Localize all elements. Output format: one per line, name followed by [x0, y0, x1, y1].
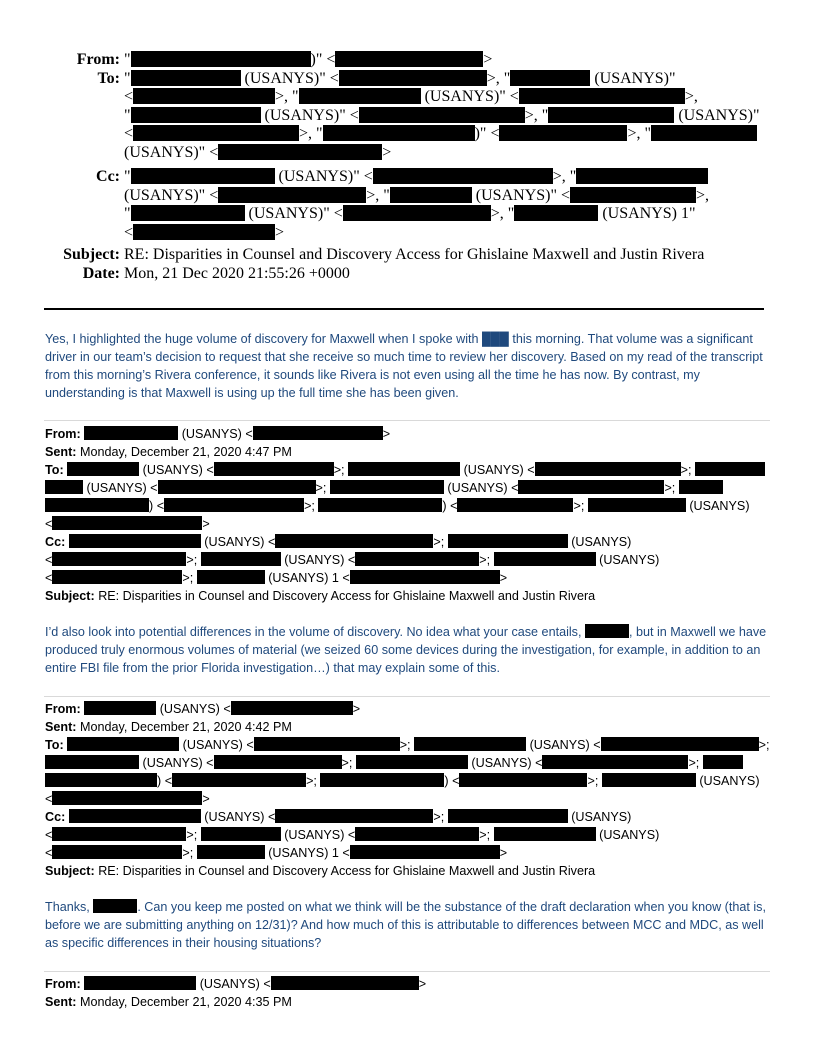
- redaction: [197, 570, 265, 584]
- redaction: [348, 462, 460, 476]
- to-label: To:: [45, 738, 64, 752]
- from-label: From:: [45, 702, 81, 716]
- sent-label: Sent:: [45, 720, 77, 734]
- subject-text: RE: Disparities in Counsel and Discovery Access for Ghislaine Maxwell and Justin Rivera: [124, 246, 705, 263]
- redaction: [518, 480, 664, 494]
- quoted-email-3: From: (USANYS) < > Sent: Monday, December 21, 2020 4:35 PM: [45, 977, 427, 1009]
- redaction: [131, 205, 245, 221]
- redaction: [703, 755, 743, 769]
- redaction: [158, 480, 316, 494]
- org-text: (USANYS) 1": [602, 205, 696, 222]
- org-text: (USANYS): [142, 756, 203, 770]
- redaction: [172, 773, 306, 787]
- org-text: (USANYS): [599, 553, 660, 567]
- divider: [44, 420, 770, 421]
- redaction: [197, 845, 265, 859]
- org-text: (USANYS): [599, 828, 660, 842]
- redaction: [271, 976, 419, 990]
- cc-label: Cc:: [45, 810, 66, 824]
- redaction: [323, 125, 475, 141]
- redaction: [52, 791, 202, 805]
- org-text: (USANYS): [142, 463, 203, 477]
- redaction: [69, 534, 201, 548]
- sent-label: Sent:: [45, 445, 77, 459]
- redaction: [275, 809, 433, 823]
- redaction: [494, 827, 596, 841]
- org-text: (USANYS): [529, 738, 590, 752]
- subject-label: Subject:: [45, 589, 95, 603]
- redaction: [299, 88, 421, 104]
- redaction: [133, 125, 299, 141]
- org-text: (USANYS): [463, 463, 524, 477]
- reply-body: Yes, I highlighted the huge volume of discovery for Maxwell when I spoke with ███ this morning. That volume was a significant driver in our team’s decision to request that she receive so much time to review her discovery. Based on my read of the transcript from this morning’s Rivera conference, it sounds like Rivera is not even using all the time he has now. By contrast, my understanding is that Maxwell is using up the full time she has been given.: [45, 332, 763, 400]
- redaction: [52, 827, 186, 841]
- date-text: Mon, 21 Dec 2020 21:55:26 +0000: [124, 264, 350, 282]
- redaction: [576, 168, 708, 184]
- sent-date: Monday, December 21, 2020 4:47 PM: [79, 445, 292, 459]
- org-text: (USANYS): [284, 828, 345, 842]
- from-label: From:: [45, 977, 81, 991]
- quoted-email-1: From: (USANYS) < > Sent: Monday, December 21, 2020 4:47 PM To: (USANYS) < >; (USANYS) < >; (USANYS) < >; (USANYS) < >; ) < >; ) < >; (USANYS) < > Cc: (USANYS) < >; (USANYS) < >; (USANYS) < >; (USANYS) < >; (USANYS) 1 < > Subject: RE: Disparities in Counsel and Discovery Access for Ghislaine Maxwell and Justin Rivera: [45, 425, 770, 605]
- redaction: [339, 70, 487, 86]
- redaction: [695, 462, 765, 476]
- redaction: [519, 88, 685, 104]
- redaction: [253, 426, 383, 440]
- header-divider: [44, 308, 764, 310]
- redaction: [548, 107, 674, 123]
- redaction: [355, 552, 479, 566]
- redaction: [514, 205, 598, 221]
- redaction: [320, 773, 444, 787]
- redaction: [535, 462, 681, 476]
- subject-label: Subject:: [45, 864, 95, 878]
- redaction: [651, 125, 757, 141]
- redaction: [448, 809, 568, 823]
- subject-label: Subject:: [63, 246, 120, 263]
- org-text: (USANYS): [182, 738, 243, 752]
- email-2-body: [45, 898, 770, 952]
- redaction: [254, 737, 400, 751]
- redaction: [67, 462, 139, 476]
- redaction: [275, 534, 433, 548]
- redaction: [52, 516, 202, 530]
- from-label: From:: [45, 427, 81, 441]
- redaction: [84, 976, 196, 990]
- org-text: (USANYS): [471, 756, 532, 770]
- date-label: Date:: [82, 264, 120, 282]
- redaction: [52, 570, 182, 584]
- org-text: (USANYS) 1: [268, 571, 339, 585]
- redaction: [318, 498, 442, 512]
- redaction: [448, 534, 568, 548]
- message-header: From: " )" < > To: " (USANYS)" < >, " (USANYS)" < >, " (USANYS)" < >, " (USANYS)" < >, " (USANYS)" < >, " )" < >, " (USANYS)" < > Cc: " (USANYS)" < >, " (USANYS)" < >, " (USANYS)" < >, " (USANYS)" < >, " (USANYS) 1" < > Subject: RE: Disparities in Counsel and Discovery Access for Ghislaine Maxwell and Justin Rivera Date: Mon, 21 Dec 2020 21:55:26 +0000: [44, 51, 764, 283]
- to-label: To:: [97, 69, 120, 87]
- redaction: [542, 755, 688, 769]
- redaction: [201, 552, 281, 566]
- org-text: (USANYS)": [244, 69, 326, 87]
- redaction: [601, 737, 759, 751]
- subject-text: RE: Disparities in Counsel and Discovery Access for Ghislaine Maxwell and Justin Rivera: [98, 864, 596, 878]
- org-text: (USANYS): [204, 535, 265, 549]
- org-text: (USANYS): [181, 427, 242, 441]
- redaction: [67, 737, 179, 751]
- org-text: (USANYS)": [475, 186, 557, 204]
- redaction: [218, 144, 382, 160]
- redaction: [52, 845, 182, 859]
- redaction: [133, 88, 275, 104]
- body-text: , but in Maxwell we have produced truly enormous volumes of material (we seized 60 some devices during the investigation, for example, in addition to an entire FBI file from the prior Florida investigation…) that may explain some of this.: [45, 625, 767, 675]
- redaction: [93, 899, 137, 913]
- org-text: (USANYS)": [278, 168, 360, 185]
- redaction: [131, 168, 275, 184]
- body-text: Thanks,: [45, 900, 90, 914]
- sent-label: Sent:: [45, 995, 77, 1009]
- org-text: (USANYS): [204, 810, 265, 824]
- redaction: [45, 755, 139, 769]
- redaction: [390, 187, 472, 203]
- redaction: [510, 70, 590, 86]
- redaction: [214, 755, 342, 769]
- org-text: (USANYS)": [678, 106, 760, 124]
- redaction: [494, 552, 596, 566]
- divider: [44, 971, 770, 972]
- redaction: [602, 773, 696, 787]
- org-text: (USANYS): [159, 702, 220, 716]
- redaction: [350, 570, 500, 584]
- org-text: (USANYS)": [264, 106, 346, 124]
- redaction: [45, 498, 149, 512]
- redaction: [84, 701, 156, 715]
- org-text: (USANYS)": [424, 88, 506, 105]
- org-text: (USANYS): [199, 977, 260, 991]
- cc-label: Cc:: [96, 168, 120, 185]
- redaction: [45, 773, 157, 787]
- org-text: (USANYS): [699, 774, 760, 788]
- redaction: [330, 480, 444, 494]
- redaction: [585, 624, 629, 638]
- redaction: [588, 498, 686, 512]
- redaction: [214, 462, 334, 476]
- redaction: [131, 70, 241, 86]
- redaction: [459, 773, 587, 787]
- body-text: . Can you keep me posted on what we think will be the substance of the draft declaration when you know (that is, before we are submitting anything on 12/31)? And how much of this is attributable to differences between MCC and MDC, as well as specific differences in their housing situations?: [45, 900, 766, 950]
- redaction: [131, 51, 311, 67]
- sent-date: Monday, December 21, 2020 4:35 PM: [79, 995, 292, 1009]
- org-text: (USANYS): [689, 499, 750, 513]
- org-text: (USANYS): [571, 535, 632, 549]
- org-text: (USANYS)": [124, 143, 206, 161]
- redaction: [570, 187, 696, 203]
- email-1-body: [45, 623, 770, 677]
- redaction: [373, 168, 553, 184]
- redaction: [350, 845, 500, 859]
- redaction: [131, 107, 261, 123]
- from-label: From:: [76, 51, 120, 68]
- redaction: [356, 755, 468, 769]
- cc-label: Cc:: [45, 535, 66, 549]
- org-text: (USANYS)": [248, 205, 330, 222]
- redaction: [52, 552, 186, 566]
- to-label: To:: [45, 463, 64, 477]
- redaction: [355, 827, 479, 841]
- org-text: (USANYS): [284, 553, 345, 567]
- redaction: [133, 224, 275, 240]
- redaction: [218, 187, 366, 203]
- redaction: [499, 125, 627, 141]
- org-text: (USANYS)": [124, 186, 206, 204]
- subject-text: RE: Disparities in Counsel and Discovery Access for Ghislaine Maxwell and Justin Rivera: [98, 589, 596, 603]
- redaction: [457, 498, 573, 512]
- body-text: I’d also look into potential differences in the volume of discovery. No idea what your case entails,: [45, 625, 582, 639]
- redaction: [231, 701, 353, 715]
- quoted-email-2: From: (USANYS) < > Sent: Monday, December 21, 2020 4:42 PM To: (USANYS) < >; (USANYS) < >; (USANYS) < >; (USANYS) < >; ) < >; ) < >; (USANYS) < > Cc: (USANYS) < >; (USANYS) < >; (USANYS) < >; (USANYS) < >; (USANYS) 1 < > Subject: RE: Disparities in Counsel and Discovery Access for Ghislaine Maxwell and Justin Rivera: [45, 702, 770, 878]
- org-text: (USANYS) 1: [268, 846, 339, 860]
- redaction: [164, 498, 304, 512]
- org-text: (USANYS): [447, 481, 508, 495]
- divider: [44, 696, 770, 697]
- org-text: (USANYS): [571, 810, 632, 824]
- redaction: [201, 827, 281, 841]
- redaction: [359, 107, 525, 123]
- redaction: [335, 51, 483, 67]
- org-text: (USANYS): [86, 481, 147, 495]
- redaction: [45, 480, 83, 494]
- redaction: [343, 205, 491, 221]
- redaction: [84, 426, 178, 440]
- redaction: [679, 480, 723, 494]
- redaction: [69, 809, 201, 823]
- redaction: [414, 737, 526, 751]
- org-text: (USANYS)": [594, 69, 676, 87]
- sent-date: Monday, December 21, 2020 4:42 PM: [79, 720, 292, 734]
